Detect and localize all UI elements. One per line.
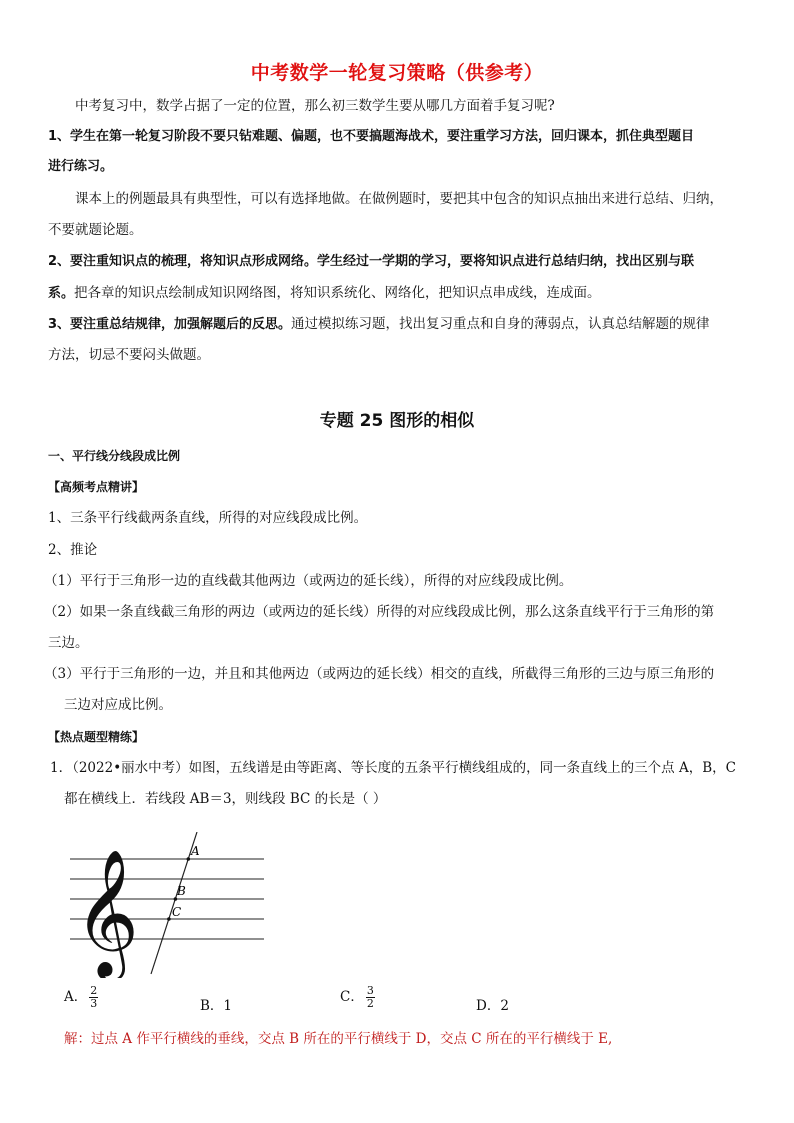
point-c-dot — [167, 917, 171, 921]
tip1b-line1: 课本上的例题最具有典型性，可以有选择地做。在做例题时，要把其中包含的知识点抽出来进行总结、归纳， — [75, 191, 723, 207]
treble-clef-icon: 𝄞 — [74, 848, 140, 976]
tip2-heading: 2、要注重知识点的梳理，将知识点形成网络。 — [48, 254, 318, 269]
tip3-line2: 方法，切忌不要闷头做题。 — [48, 347, 210, 363]
tip1-line2: 进行练习。 — [48, 159, 114, 174]
option-b[interactable]: B．1 — [200, 998, 233, 1014]
corollary-3-line1: （3）平行于三角形的一边，并且和其他两边（或两边的延长线）相交的直线，所截得三角形的三边与原三角形的 — [44, 666, 715, 682]
tip2-text: 学生经过一学期的学习，要将知识点进行总结归纳，找出区别与联 — [317, 254, 695, 269]
option-c-fraction: $\frac{3}{2}$ — [366, 984, 374, 1010]
point-1: 1、三条平行线截两条直线，所得的对应线段成比例。 — [48, 510, 368, 526]
option-a[interactable] — [64, 985, 98, 1010]
tip2-line2 — [48, 283, 748, 304]
corollary-2-line1: （2）如果一条直线截三角形的两边（或两边的延长线）所得的对应线段成比例，那么这条直线平行于三角形的第 — [44, 604, 715, 620]
option-a-label: A． — [64, 989, 88, 1005]
hot-heading: 【热点题型精练】 — [48, 730, 145, 744]
option-c-label: C． — [340, 989, 364, 1005]
tip1b-line2: 不要就题论题。 — [48, 222, 143, 238]
option-c[interactable] — [340, 985, 375, 1010]
page-title: 中考数学一轮复习策略（供参考） — [250, 62, 544, 84]
point-c-label: C — [172, 905, 182, 919]
option-a-fraction: $\frac{2}{3}$ — [90, 984, 98, 1010]
highfreq-heading: 【高频考点精讲】 — [48, 480, 145, 494]
point-2: 2、推论 — [48, 542, 98, 558]
question-line1: 1．（2022•丽水中考）如图，五线谱是由等距离、等长度的五条平行横线组成的，同一条直线上的三个点 A，B，C — [50, 760, 736, 776]
corollary-2-line2: 三边。 — [48, 635, 89, 651]
tip3-line1 — [48, 314, 748, 335]
point-b-label: B — [177, 884, 186, 898]
tip2-text2: 把各章的知识点绘制成知识网络图，将知识系统化、网络化，把知识点串成线，连成面。 — [74, 285, 601, 301]
tip1-line1: 1、学生在第一轮复习阶段不要只钻难题、偏题，也不要搞题海战术，要注重学习方法，回归课本，抓住典型题目 — [48, 129, 695, 144]
corollary-3-line2: 三边对应成比例。 — [64, 697, 172, 713]
tip2-cont: 系。 — [48, 286, 75, 301]
corollary-1: （1）平行于三角形一边的直线截其他两边（或两边的延长线），所得的对应线段成比例。 — [44, 573, 573, 589]
section-heading: 一、平行线分线段成比例 — [48, 449, 181, 463]
tip3-heading: 3、要注重总结规律，加强解题后的反思。 — [48, 317, 292, 332]
tip2-line1 — [48, 251, 748, 272]
staff-figure — [64, 832, 274, 978]
topic-title: 专题 25 图形的相似 — [319, 411, 475, 431]
option-d[interactable]: D．2 — [476, 998, 509, 1014]
point-a-dot — [187, 857, 191, 861]
intro-text: 中考复习中，数学占据了一定的位置，那么初三数学生要从哪几方面着手复习呢? — [75, 98, 555, 114]
tip3-text: 通过模拟练习题，找出复习重点和自身的薄弱点，认真总结解题的规律 — [291, 316, 710, 332]
question-line2: 都在横线上．若线段 AB＝3，则线段 BC 的长是（ ） — [64, 791, 387, 807]
solution-text: 解：过点 A 作平行横线的垂线，交点 B 所在的平行横线于 D，交点 C 所在的平行横线于 E, — [64, 1031, 613, 1047]
point-a-label: A — [191, 844, 200, 858]
